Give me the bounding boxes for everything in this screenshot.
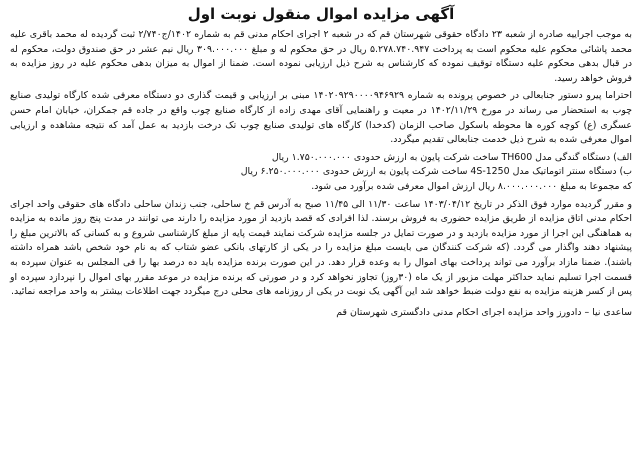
total-value: که مجموعا به مبلغ ۸.۰۰۰.۰۰۰.۰۰۰ ریال ارزش اموال معرفی شده برآورد می شود.: [311, 180, 632, 192]
notice-paragraph-terms: و مقرر گردیده موارد فوق الذکر در تاریخ ۱۴۰۳/۰۴/۱۲ ساعت ۱۱/۳۰ الی ۱۱/۴۵ صبح به آدرس قم خ ساحلی، جنب زندان ساحلی دادگاه های حقوقی واحد اجرای احکام مدنی اتاق مزایده از طریق مزایده حضوری به فروش برسند. لذا افرادی که قصد بازدید از مورد مزایده را دارند می توانند در مدت پنج روز مانده به مزایده به هماهنگی این اجرا از مورد مزایده بازدید و در صورت تمایل در جلسه مزایده شرکت نمایند قیمت پایه از مبلغ کارشناسی شروع و به کسانی که بالاترین مبلغ را پیشنهاد دهند واگذار می گردد. (که شرکت کنندگان می بایست مبلغ مزایده را در یکی از کارتهای بانکی عضو شتاب که به نام خود شخص باشد همراه داشته باشند). ضمنا مازاد برآورد می تواند پرداخت بهای اموال را به وعده قرار دهد. در این صورت برنده مزایده باید ده درصد بها را فی المجلس به عنوان سپرده به قسمت اجرا تسلیم نماید حداکثر مهلت مزبور از یک ماه (۳۰روز) تجاوز نخواهد کرد و در صورتی که برنده مزایده در موعد مقرر بهای اموال را نپردازد سپرده او پس از کسر هزینه مزایده به نفع دولت ضبط خواهد شد این آگهی یک نوبت در یکی از روزنامه های محلی درج میگردد جهت اطلاعات بیشتر به واحد مراجعه نمائید.: [10, 198, 632, 298]
notice-title: آگهی مزایده اموال منقول نوبت اول: [187, 5, 455, 23]
signature: ساعدی نیا – دادورز واحد مزایده اجرای احکام مدنی دادگستری شهرستان قم: [336, 306, 632, 318]
notice-paragraph-execution: به موجب اجراییه صادره از شعبه ۲۳ دادگاه حقوقی شهرستان قم که در شعبه ۲ اجرای احکام مدنی قم به شماره ۱۴۰۲/ج۲/۷۴۰ ثبت گردیده له محمد باقری علیه محمد پاشائی محکوم علیه محکوم است به پرداخت ۵.۲۷۸.۷۴۰.۹۴۷ ریال در حق محکوم له و مبلغ ۳۰۹.۰۰۰.۰۰۰ ریال نیم عشر در حق صندوق دولت، محکوم له در قبال بدهی محکوم علیه دستگاه توقیف نموده که کارشناس به شرح ذیل ارزیابی نموده است. ضمنا از اموال به میزان بدهی محکوم علیه در روز مزایده به فروش خواهد رسید.: [10, 29, 632, 84]
item-a: الف) دستگاه گندگی مدل TH600 ساخت شرکت پایون به ارزش حدودی ۱.۷۵۰.۰۰۰.۰۰۰ ریال: [271, 151, 632, 163]
notice-paragraph-appraisal: احتراما پیرو دستور جنابعالی در خصوص پرونده به شماره ۱۴۰۲۰۹۲۹۰۰۰۰۹۴۶۹۲۹ مبنی بر ارزیابی و قیمت گذاری دو دستگاه معرفی شده کارگاه تولیدی صنایع چوب به استحضار می رساند در مورخ ۱۴۰۲/۱۱/۲۹ در معیت و راهنمایی آقای مهدی زاده از کارگاه صنایع چوب واقع در جاده قم جمکران، خیابان امام حسن عسگری (ع) کوچه کوره ها محوطه باسکول صاحب الزمان (کدخدا) کارگاه های تولیدی صنایع چوب تک درخت بازدید به عمل آمد که نتیجه مشاهده و ارزیابی اموال معرفی شده به شرح ذیل خدمت جنابعالی تقدیم میگردد.: [10, 90, 632, 146]
item-b: ب) دستگاه سنتر اتوماتیک مدل 4S-1250 ساخت شرکت پایون به ارزش حدودی ۶.۲۵۰.۰۰۰.۰۰۰ ریال: [240, 166, 632, 178]
